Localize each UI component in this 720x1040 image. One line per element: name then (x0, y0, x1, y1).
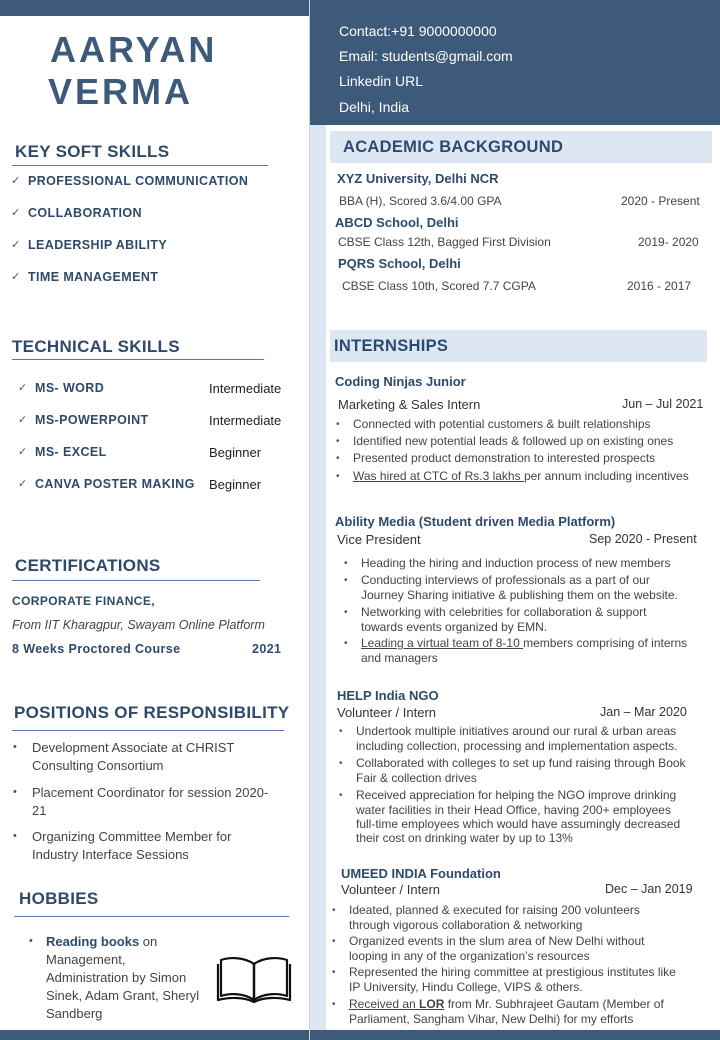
soft-skills-rule (12, 165, 268, 166)
academic-date: 2019- 2020 (638, 235, 699, 249)
bullet-icon: • (344, 575, 348, 586)
academic-detail: CBSE Class 10th, Scored 7.7 CGPA (342, 279, 536, 293)
internship-bullet-line: and managers (361, 651, 438, 665)
academic-date: 2016 - 2017 (627, 279, 692, 293)
academic-date: 2020 - Present (621, 194, 700, 208)
internship-role: Vice President (337, 532, 421, 547)
cert-course: CORPORATE FINANCE, (12, 594, 155, 608)
check-icon: ✓ (18, 446, 28, 458)
positions-rule (12, 730, 284, 731)
internship-bullet-line: through vigorous collaboration & networking (349, 918, 583, 932)
bullet-icon: • (336, 436, 340, 447)
hobby-line: Sandberg (46, 1006, 103, 1021)
internship-bullet-line: water facilities in their Head Office, having 200+ employees (356, 803, 671, 817)
hobbies-rule (14, 916, 289, 917)
soft-skill-item: COLLABORATION (28, 206, 142, 220)
internship-bullet-line: Journey Sharing initiative & publishing them on the website. (361, 588, 678, 602)
open-book-icon (216, 954, 292, 1004)
check-icon: ✓ (11, 175, 21, 187)
name-last: VERMA (48, 71, 194, 112)
bullet-icon: • (332, 936, 336, 947)
bullet-icon: • (339, 758, 343, 769)
internship-bullet: Heading the hiring and induction process of new members (361, 556, 671, 570)
internship-role: Volunteer / Intern (341, 882, 441, 897)
hobby-rest: on (139, 934, 158, 949)
internship-org: Coding Ninjas Junior (335, 374, 466, 389)
check-icon: ✓ (11, 271, 21, 283)
internships-heading: INTERNSHIPS (334, 337, 449, 355)
contact-linkedin[interactable]: Linkedin URL (339, 73, 424, 89)
name-first: AARYAN (50, 29, 218, 70)
internship-date: Jun – Jul 2021 (622, 397, 704, 411)
cert-detail: 8 Weeks Proctored Course (12, 642, 181, 656)
bullet-icon: • (13, 830, 17, 842)
soft-skills-heading: KEY SOFT SKILLS (15, 142, 170, 161)
contact-phone: Contact:+91 9000000000 (339, 23, 497, 39)
academic-detail: BBA (H), Scored 3.6/4.00 GPA (339, 194, 502, 208)
tech-skill-name: MS-POWERPOINT (35, 413, 149, 427)
bullet-icon: • (336, 471, 340, 482)
academic-heading: ACADEMIC BACKGROUND (343, 138, 564, 156)
tech-skill-level: Intermediate (209, 381, 282, 396)
technical-skills-heading: TECHNICAL SKILLS (12, 337, 180, 356)
soft-skill-item: LEADERSHIP ABILITY (28, 238, 168, 252)
internship-bullet-line: Represented the hiring committee at prestigious institutes like (349, 965, 676, 979)
internship-bullet-line: towards events organized by EMN. (361, 620, 548, 634)
internship-bullet-line: Conducting interviews of professionals as a part of our (361, 573, 650, 587)
position-line: Organizing Committee Member for (32, 829, 232, 844)
check-icon: ✓ (18, 414, 28, 426)
check-icon: ✓ (18, 382, 28, 394)
internship-bullet-line: Organized events in the slum area of New Delhi without (349, 934, 645, 948)
internship-bullet: Connected with potential customers & built relationships (353, 417, 651, 431)
hobbies-heading: HOBBIES (19, 889, 99, 908)
certifications-rule (12, 580, 260, 581)
academic-school: ABCD School, Delhi (335, 215, 459, 230)
tech-skill-level: Beginner (209, 477, 262, 492)
internship-date: Sep 2020 - Present (589, 532, 697, 546)
soft-skill-item: TIME MANAGEMENT (28, 270, 159, 284)
positions-heading: POSITIONS OF RESPONSIBILITY (14, 703, 290, 722)
certifications-heading: CERTIFICATIONS (15, 556, 161, 575)
internship-org: HELP India NGO (337, 688, 439, 703)
hobby-line: Sinek, Adam Grant, Sheryl (46, 988, 200, 1003)
tech-skill-name: CANVA POSTER MAKING (35, 477, 195, 491)
bullet-rest: per annum including incentives (523, 469, 689, 483)
column-divider-strip (310, 40, 326, 1040)
internship-bullet-line (349, 997, 664, 1012)
contact-email: Email: students@gmail.com (339, 48, 513, 64)
internship-date: Dec – Jan 2019 (605, 882, 693, 896)
bullet-rest: from Mr. Subhrajeet Gautam (Member of (444, 997, 664, 1011)
internship-bullet (353, 469, 689, 484)
internship-bullet-line: Collaborated with colleges to set up fund raising through Book (356, 756, 686, 770)
internship-role: Marketing & Sales Intern (338, 397, 481, 412)
cert-year: 2021 (252, 642, 282, 656)
bullet-icon: • (29, 935, 33, 947)
internship-bullet-line: including collection, processing and implementation aspects. (356, 739, 678, 753)
position-line: Consulting Consortium (32, 758, 164, 773)
hobby-first-line (46, 933, 157, 952)
internship-role: Volunteer / Intern (337, 705, 437, 720)
tech-skill-level: Beginner (209, 445, 262, 460)
bullet-icon: • (344, 638, 348, 649)
hobby-line: Management, (46, 952, 126, 967)
internship-bullet-line: their cost on drinking water by up to 13% (356, 831, 573, 845)
bullet-icon: • (344, 558, 348, 569)
hobby-line: Administration by Simon (46, 970, 187, 985)
bullet-rest: members comprising of interns (523, 636, 688, 650)
internship-bullet-line: IP University, Hindu College, VIPS & others. (349, 980, 583, 994)
internship-bullet-line: full-time employees which would have assumingly decreased (356, 817, 681, 831)
tech-skill-level: Intermediate (209, 413, 282, 428)
academic-school: PQRS School, Delhi (338, 256, 461, 271)
check-icon: ✓ (11, 239, 21, 251)
bullet-icon: • (339, 790, 343, 801)
bullet-icon: • (339, 726, 343, 737)
internship-org: Ability Media (Student driven Media Platform) (335, 514, 616, 529)
academic-detail: CBSE Class 12th, Bagged First Division (338, 235, 551, 249)
bullet-icon: • (332, 905, 336, 916)
tech-skill-name: MS- WORD (35, 381, 105, 395)
tech-skill-name: MS- EXCEL (35, 445, 107, 459)
internship-bullet-line: Parliament, Sangham Vihar, New Delhi) for my efforts (349, 1012, 634, 1026)
underlined-text: Was hired at CTC of Rs.3 lakhs (353, 469, 524, 483)
underlined-text: Received an (349, 997, 420, 1011)
bullet-icon: • (336, 419, 340, 430)
check-icon: ✓ (18, 478, 28, 490)
bullet-icon: • (13, 741, 17, 753)
internship-bullet-line: Received appreciation for helping the NGO improve drinking (356, 788, 677, 802)
internship-date: Jan – Mar 2020 (600, 705, 687, 719)
underlined-text: Leading a virtual team of 8-10 (361, 636, 524, 650)
hobby-bold: Reading books (46, 934, 140, 949)
internship-bullet-line (361, 636, 687, 651)
underlined-lor: LOR (419, 997, 445, 1011)
academic-school: XYZ University, Delhi NCR (337, 171, 499, 186)
contact-location: Delhi, India (339, 99, 410, 115)
position-line: Development Associate at CHRIST (32, 740, 235, 755)
internship-bullet-line: Ideated, planned & executed for raising 200 volunteers (349, 903, 640, 917)
bullet-icon: • (344, 607, 348, 618)
bullet-icon: • (332, 999, 336, 1010)
bullet-icon: • (332, 967, 336, 978)
technical-skills-rule (12, 359, 264, 360)
position-line: 21 (32, 803, 47, 818)
position-line: Industry Interface Sessions (32, 847, 189, 862)
internship-bullet-line: Networking with celebrities for collaboration & support (361, 605, 647, 619)
internship-org: UMEED INDIA Foundation (341, 866, 501, 881)
check-icon: ✓ (11, 207, 21, 219)
internship-bullet-line: Undertook multiple initiatives around our rural & urban areas (356, 724, 677, 738)
position-line: Placement Coordinator for session 2020- (32, 785, 269, 800)
cert-source: From IIT Kharagpur, Swayam Online Platform (12, 618, 265, 632)
internship-bullet: Identified new potential leads & followed up on existing ones (353, 434, 674, 448)
internship-bullet-line: Fair & collection drives (356, 771, 477, 785)
bullet-icon: • (336, 453, 340, 464)
internship-bullet: Presented product demonstration to interested prospects (353, 451, 656, 465)
soft-skill-item: PROFESSIONAL COMMUNICATION (28, 174, 249, 188)
bullet-icon: • (13, 786, 17, 798)
internship-bullet-line: looping in any of the organization’s resources (349, 949, 590, 963)
